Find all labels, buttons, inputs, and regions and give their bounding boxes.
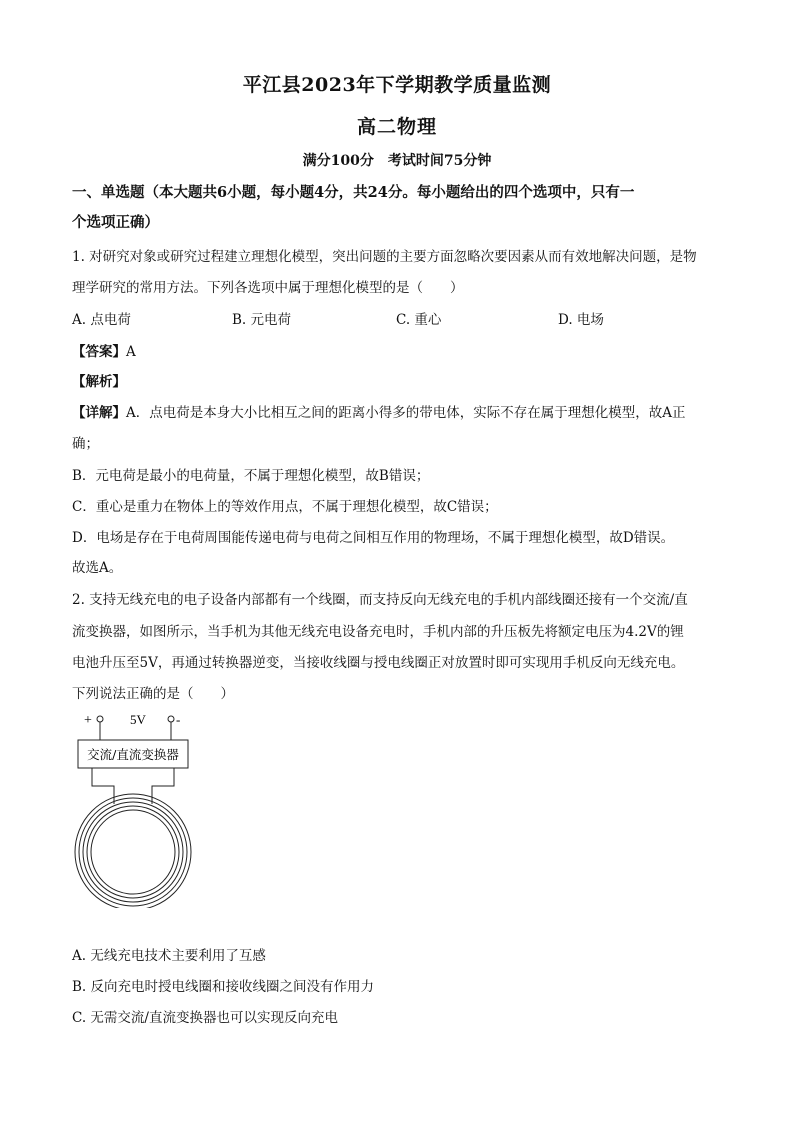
section-heading: 一、单选题（本大题共6小题，每小题4分，共24分。每小题给出的四个选项中，只有一 [72,184,635,201]
exam-subject: 高二物理 [356,116,437,138]
q1-detail-b: B．元电荷是最小的电荷量，不属于理想化模型，故B错误； [72,468,430,484]
q2-stem-line1: 2. 支持无线充电的电子设备内部都有一个线圈，而支持反向无线充电的手机内部线圈还接有一个交流/直 [72,592,688,608]
minus-terminal-label: - [176,712,181,727]
q2-stem-line2: 流变换器，如图所示，当手机为其他无线充电设备充电时，手机内部的升压板先将额定电压为4.2V的锂 [72,624,684,640]
plus-terminal-icon [97,716,103,722]
detail-a: A．点电荷是本身大小比相互之间的距离小得多的带电体，实际不存在属于理想化模型，故A正 [126,405,686,421]
q1-detail-line2: 确； [72,436,99,452]
answer-tag: 【答案】 [72,344,126,360]
q2-option-c: C. 无需交流/直流变换器也可以实现反向充电 [72,1010,338,1026]
q1-detail-c: C．重心是重力在物体上的等效作用点，不属于理想化模型，故C错误； [72,499,498,515]
q1-option-c: C. 重心 [396,312,442,328]
q1-stem-line2: 理学研究的常用方法。下列各选项中属于理想化模型的是（ ） [72,280,464,296]
voltage-label: 5V [130,712,146,727]
exam-title: 平江县2023年下学期教学质量监测 [242,74,552,96]
q1-detail-d: D．电场是存在于电荷周围能传递电荷与电荷之间相互作用的物理场，不属于理想化模型，故D错误。 [72,530,675,546]
q1-stem-line1: 1. 对研究对象或研究过程建立理想化模型，突出问题的主要方面忽略次要因素从而有效地解决问题，是物 [72,249,697,265]
section-heading-cont: 个选项正确） [72,214,159,231]
answer-value: A [126,344,136,360]
q2-stem-line3: 电池升压至5V，再通过转换器逆变，当接收线圈与授电线圈正对放置时即可实现用手机反向无线充电。 [72,655,685,671]
q1-analysis-tag [72,370,126,390]
coil-converter-diagram [70,708,200,908]
minus-terminal-icon [168,716,174,722]
plus-terminal-label: + [84,713,92,728]
q1-option-a: A. 点电荷 [72,312,131,328]
q2-option-b: B. 反向充电时授电线圈和接收线圈之间没有作用力 [72,979,375,995]
q2-option-a: A. 无线充电技术主要利用了互感 [72,948,266,964]
detail-tag: 【详解】 [72,405,126,421]
converter-label: 交流/直流变换器 [87,747,179,762]
q1-option-d: D. 电场 [558,312,604,328]
analysis-tag: 【解析】 [72,374,126,390]
q2-stem-line4: 下列说法正确的是（ ） [72,686,234,702]
q1-option-b: B. 元电荷 [232,312,292,328]
exam-meta: 满分100分 考试时间75分钟 [302,153,492,169]
coil-icon [75,794,191,908]
q1-detail-line1 [72,401,686,421]
q1-conclusion: 故选A。 [72,560,123,576]
q1-answer [72,340,136,360]
